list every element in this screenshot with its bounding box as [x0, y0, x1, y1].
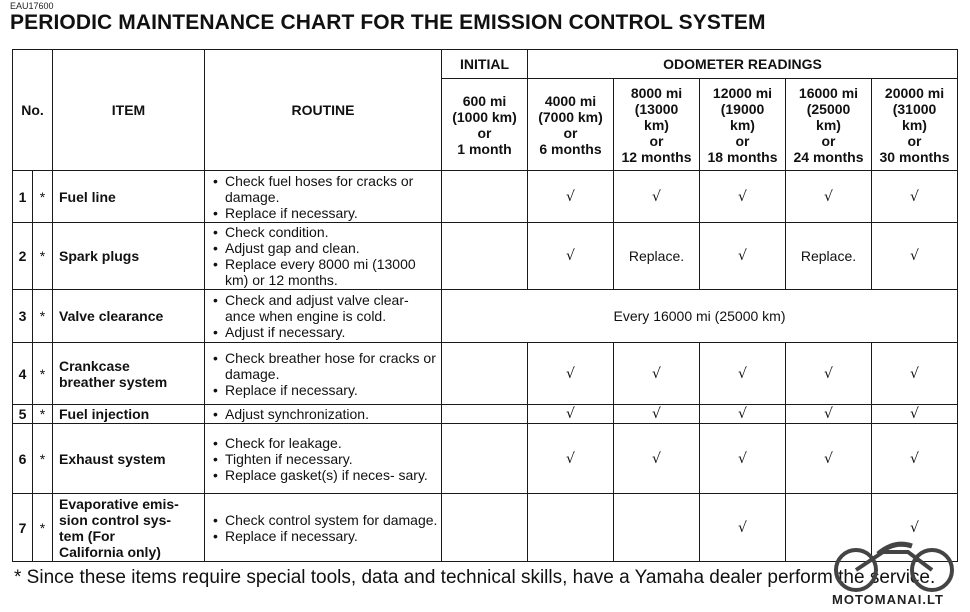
- check-mark: √: [872, 494, 958, 562]
- interval-action: Replace.: [614, 223, 700, 290]
- interval-header: [700, 79, 786, 171]
- check-mark: √: [786, 171, 872, 223]
- header-routine: ROUTINE: [205, 50, 442, 171]
- document-code: EAU17600: [10, 1, 54, 11]
- interval-header-line: (13000: [634, 100, 679, 117]
- row-number: 3: [13, 290, 33, 343]
- check-mark: √: [700, 171, 786, 223]
- routine-step: • Adjust if necessary.: [225, 324, 439, 340]
- empty-cell: [528, 494, 614, 562]
- interval-header-line: km): [644, 116, 669, 133]
- interval-header-line: 600 mi: [462, 92, 507, 109]
- interval-header: [442, 79, 528, 171]
- interval-header-line: 16000 mi: [798, 84, 859, 101]
- check-mark: √: [700, 494, 786, 562]
- check-mark: √: [528, 223, 614, 290]
- row-number: 7: [13, 494, 33, 562]
- check-mark: √: [700, 405, 786, 424]
- interval-header-line: or: [649, 132, 664, 149]
- routine-step: • Replace if necessary.: [225, 205, 439, 221]
- check-mark: √: [786, 405, 872, 424]
- header-initial: INITIAL: [442, 50, 528, 79]
- item-name: [53, 405, 205, 424]
- interval-header-line: 18 months: [707, 148, 778, 165]
- item-name: [53, 494, 205, 562]
- interval-header-line: km): [902, 116, 927, 133]
- item-name: [53, 171, 205, 223]
- interval-header-line: 24 months: [793, 148, 864, 165]
- item-name: [53, 290, 205, 343]
- dealer-mark: *: [33, 494, 53, 562]
- dealer-mark: *: [33, 223, 53, 290]
- check-mark: √: [528, 405, 614, 424]
- routine-step: • Adjust synchronization.: [225, 406, 439, 422]
- empty-cell: [442, 343, 528, 405]
- header-odometer: ODOMETER READINGS: [528, 50, 958, 79]
- interval-header-line: (19000: [720, 100, 765, 117]
- empty-cell: [442, 424, 528, 494]
- check-mark: √: [786, 343, 872, 405]
- table-row: [13, 424, 958, 494]
- dealer-mark: *: [33, 290, 53, 343]
- routine-step: • Replace if necessary.: [225, 528, 439, 544]
- interval-header-line: or: [477, 124, 492, 141]
- interval-header-line: km): [730, 116, 755, 133]
- routine-step: • Replace gasket(s) if neces- sary.: [225, 467, 439, 483]
- item-name: [53, 424, 205, 494]
- routine-cell: [205, 494, 442, 562]
- routine-step: • Check condition.: [225, 224, 439, 240]
- table-row: [13, 343, 958, 405]
- interval-span-text: Every 16000 mi (25000 km): [442, 290, 958, 343]
- item-name-line: sion control sys-: [59, 511, 172, 528]
- check-mark: √: [614, 171, 700, 223]
- routine-step: • Check for leakage.: [225, 435, 439, 451]
- routine-cell: [205, 343, 442, 405]
- maintenance-chart: [12, 49, 958, 562]
- interval-header-line: or: [563, 124, 578, 141]
- table-row: [13, 494, 958, 562]
- routine-step: • Tighten if necessary.: [225, 451, 439, 467]
- interval-header-line: 8000 mi: [630, 84, 683, 101]
- watermark-text: MOTOMANAI.LT: [832, 592, 944, 607]
- table-row: [13, 223, 958, 290]
- row-number: 5: [13, 405, 33, 424]
- row-number: 1: [13, 171, 33, 223]
- interval-header-line: 1 month: [457, 140, 512, 157]
- item-name-line: Exhaust system: [59, 450, 166, 467]
- check-mark: √: [528, 343, 614, 405]
- routine-cell: [205, 405, 442, 424]
- dealer-mark: *: [33, 405, 53, 424]
- interval-header-line: or: [735, 132, 750, 149]
- routine-step: • Replace every 8000 mi (13000 km) or 12 months.: [225, 256, 439, 288]
- check-mark: √: [700, 223, 786, 290]
- interval-header-line: or: [907, 132, 922, 149]
- header-item: ITEM: [53, 50, 205, 171]
- interval-action: Replace.: [786, 223, 872, 290]
- interval-header-line: (7000 km): [538, 108, 603, 125]
- empty-cell: [442, 405, 528, 424]
- row-number: 4: [13, 343, 33, 405]
- interval-header: [786, 79, 872, 171]
- interval-header-line: 20000 mi: [884, 84, 945, 101]
- check-mark: √: [700, 424, 786, 494]
- check-mark: √: [614, 405, 700, 424]
- routine-cell: [205, 223, 442, 290]
- routine-cell: [205, 424, 442, 494]
- page-title: PERIODIC MAINTENANCE CHART FOR THE EMISSION CONTROL SYSTEM: [10, 11, 766, 34]
- item-name-line: Spark plugs: [59, 248, 140, 264]
- item-name-line: California only): [59, 543, 161, 560]
- dealer-mark: *: [33, 424, 53, 494]
- routine-step: • Adjust gap and clean.: [225, 240, 439, 256]
- dealer-mark: *: [33, 343, 53, 405]
- check-mark: √: [872, 405, 958, 424]
- interval-header-line: (1000 km): [452, 108, 517, 125]
- interval-header-line: 12000 mi: [712, 84, 773, 101]
- table-row: [13, 290, 958, 343]
- check-mark: √: [528, 171, 614, 223]
- dealer-mark: *: [33, 171, 53, 223]
- item-name-line: Fuel line: [59, 188, 116, 205]
- table-row: [13, 405, 958, 424]
- item-name-line: tem (For: [59, 527, 115, 544]
- routine-step: • Check breather hose for cracks or damage.: [225, 350, 439, 382]
- item-name-line: breather system: [59, 373, 168, 390]
- interval-header-line: 30 months: [879, 148, 950, 165]
- header-no: No.: [13, 50, 53, 171]
- item-name-line: Evaporative emis-: [59, 495, 179, 512]
- item-name-line: Fuel injection: [59, 406, 150, 422]
- interval-header-line: 6 months: [539, 140, 602, 157]
- check-mark: √: [872, 223, 958, 290]
- interval-header-line: 12 months: [621, 148, 692, 165]
- row-number: 2: [13, 223, 33, 290]
- check-mark: √: [528, 424, 614, 494]
- chart-body: [13, 171, 958, 562]
- empty-cell: [442, 223, 528, 290]
- interval-header-line: km): [816, 116, 841, 133]
- item-name: [53, 343, 205, 405]
- interval-header: [872, 79, 958, 171]
- check-mark: √: [614, 424, 700, 494]
- table-row: [13, 171, 958, 223]
- check-mark: √: [872, 171, 958, 223]
- interval-header-line: (31000: [892, 100, 937, 117]
- routine-cell: [205, 290, 442, 343]
- interval-header: [528, 79, 614, 171]
- check-mark: √: [872, 343, 958, 405]
- item-name-line: Crankcase: [59, 357, 130, 374]
- routine-cell: [205, 171, 442, 223]
- footnote: * Since these items require special tools, data and technical skills, have a Yamaha dealer perform the service.: [14, 567, 936, 588]
- routine-step: • Check and adjust valve clear- ance when engine is cold.: [225, 292, 439, 324]
- item-name: [53, 223, 205, 290]
- empty-cell: [442, 171, 528, 223]
- interval-header-line: or: [821, 132, 836, 149]
- check-mark: √: [872, 424, 958, 494]
- check-mark: √: [700, 343, 786, 405]
- routine-step: • Check control system for damage.: [225, 512, 439, 528]
- check-mark: √: [786, 424, 872, 494]
- interval-header-line: 4000 mi: [544, 92, 597, 109]
- interval-header-line: (25000: [806, 100, 851, 117]
- check-mark: √: [614, 343, 700, 405]
- empty-cell: [614, 494, 700, 562]
- empty-cell: [442, 494, 528, 562]
- routine-step: • Check fuel hoses for cracks or damage.: [225, 173, 439, 205]
- routine-step: • Replace if necessary.: [225, 382, 439, 398]
- item-name-line: Valve clearance: [59, 308, 164, 324]
- row-number: 6: [13, 424, 33, 494]
- interval-header: [614, 79, 700, 171]
